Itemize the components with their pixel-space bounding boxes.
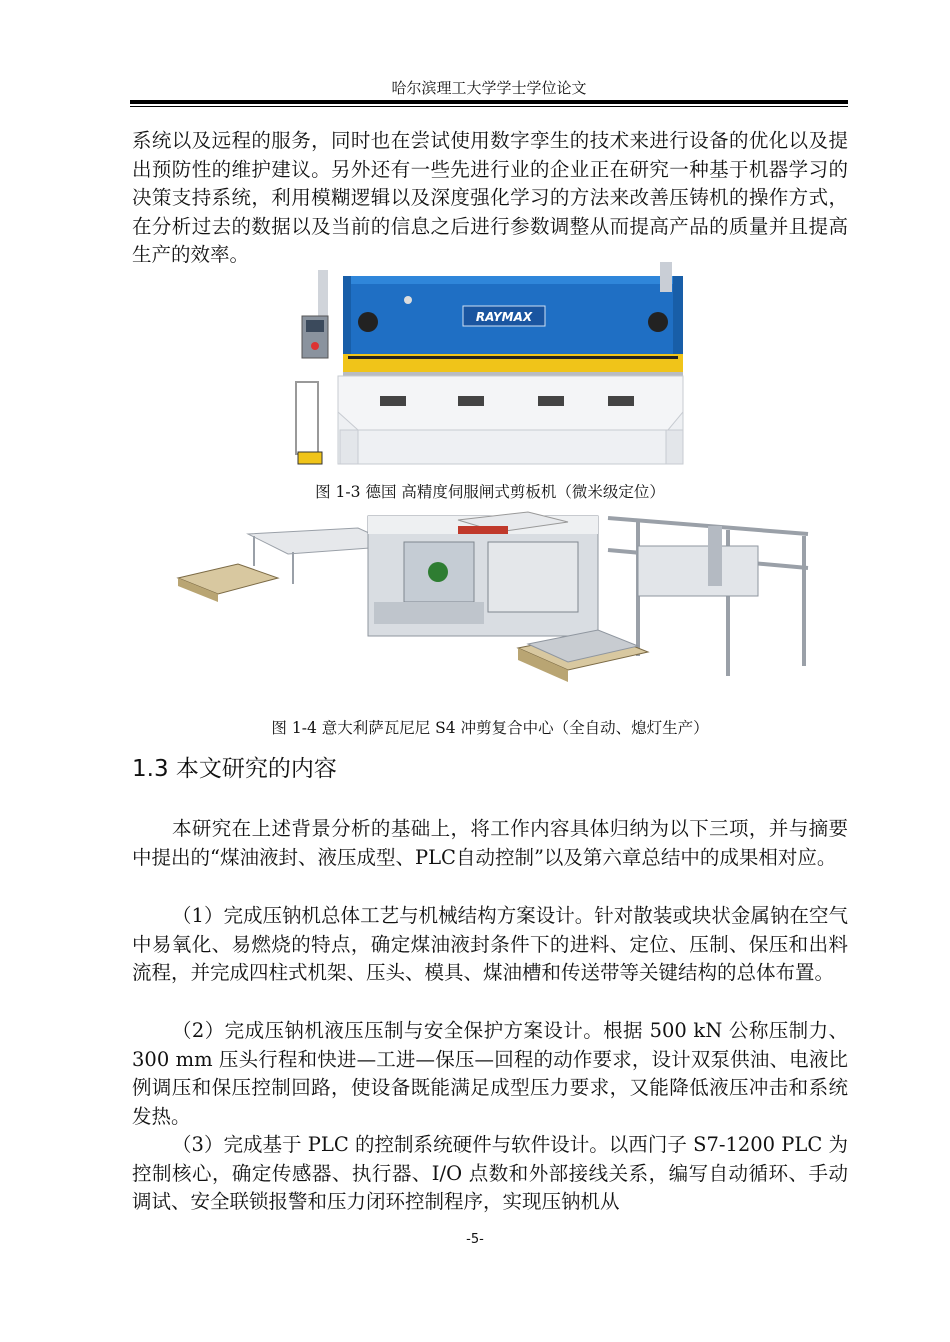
body-paragraph: （3）完成基于 PLC 的控制系统硬件与软件设计。以西门子 S7-1200 PLC 为控制核心，确定传感器、执行器、I/O 点数和外部接线关系，编写自动循环、手动调试、安全联锁报警和压力闭环控制程序，实现压钠机从 bbox=[132, 1133, 848, 1213]
body-paragraph: （2）完成压钠机液压压制与安全保护方案设计。根据 500 kN 公称压制力、300 mm 压头行程和快进—工进—保压—回程的动作要求，设计双泵供油、电液比例调压和保压控制回路，使设备既能满足成型压力要求，又能降低液压冲击和系统发热。 bbox=[132, 1019, 848, 1128]
body-paragraph: 系统以及远程的服务，同时也在尝试使用数字孪生的技术来进行设备的优化以及提出预防性的维护建议。另外还有一些先进行业的企业正在研究一种基于机器学习的决策支持系统，利用模糊逻辑以及深度强化学习的方法来改善压铸机的操作方式，在分析过去的数据以及当前的信息之后进行参数调整从而提高产品的质量并且提高生产的效率。 bbox=[132, 129, 848, 266]
shearing-machine-image bbox=[288, 262, 688, 474]
page-number: -5- bbox=[466, 1232, 484, 1247]
body-paragraph: （1）完成压钠机总体工艺与机械结构方案设计。针对散装或块状金属钠在空气中易氧化、易燃烧的特点，确定煤油液封条件下的进料、定位、压制、保压和出料流程，并完成四柱式机架、压头、模具、煤油槽和传送带等关键结构的总体布置。 bbox=[132, 904, 848, 984]
body-paragraph: 本研究在上述背景分析的基础上，将工作内容具体归纳为以下三项，并与摘要中提出的“煤油液封、液压成型、PLC自动控制”以及第六章总结中的成果相对应。 bbox=[132, 817, 848, 869]
brand-label: RAYMAX bbox=[475, 310, 533, 324]
section-heading: 1.3 本文研究的内容 bbox=[132, 756, 337, 782]
running-header: 哈尔滨理工大学学士学位论文 bbox=[391, 79, 587, 97]
header-rule-thin bbox=[130, 106, 848, 107]
figure-caption: 图 1-4 意大利萨瓦尼尼 S4 冲剪复合中心（全自动、熄灯生产） bbox=[271, 719, 709, 737]
figure-caption: 图 1-3 德国 高精度伺服闸式剪板机（微米级定位） bbox=[315, 483, 665, 501]
header-rule-thick bbox=[130, 100, 848, 104]
punch-shear-center-image bbox=[168, 506, 816, 712]
